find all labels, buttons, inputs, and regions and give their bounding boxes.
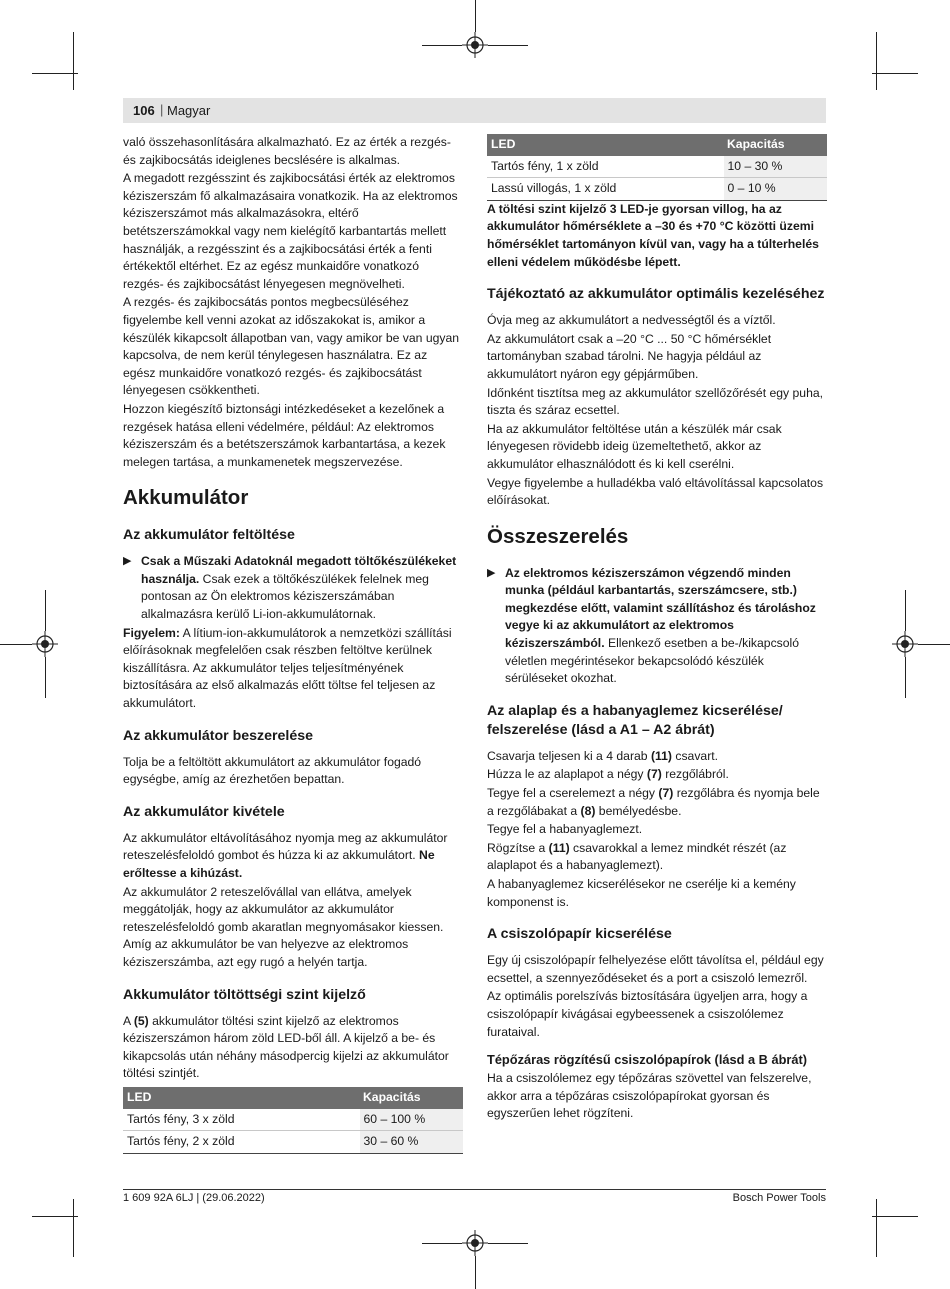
table-header [123, 1087, 463, 1109]
text: bemélyedésbe. [595, 803, 682, 818]
paragraph: A rezgés- és zajkibocsátás pontos megbecsüléséhez figyelembe kell venni azokat az időszakokat is, amikor a készülék kikapcsolt állapotban van, vagy amikor be van ugyan kapcsolva, de nem kerül ténylegesen használatra. Ez az egész munkaidőre vonatkozó rezgés- és zajkibocsátást lényegesen csökkentheti. [123, 295, 460, 398]
text: akkumulátor töltési szint kijelző az elektromos kéziszerszámon három zöld LED-ből áll. A kijelző a be- és kikapcsolás után néhány másodpercig kijelzi az akkumulátor töltési szintjét. [123, 1013, 449, 1081]
reference-number: (7) [658, 786, 674, 801]
paragraph: Tolja be a feltöltött akkumulátort az akkumulátor fogadó egységbe, amíg az érezhetően bepattan. [123, 754, 422, 787]
crop-mark [0, 644, 32, 645]
text: csavart. [671, 748, 719, 763]
bullet-text: Csak ezek a töltőkészülékek felelnek meg pontosan az Ön elektromos kéziszerszámában alkalmazásra kerülő Li-ion-akkumulátornak. [141, 571, 429, 622]
attention-text: A lítium-ion-akkumulátorok a nemzetközi szállítási előírásoknak megfelelően csak részben feltöltve kerülnek kiszállításra. Az akkumulátor teljes teljesítményének biztosítására az első alkalmazás előtt töltse fel teljesen az akkumulátort. [123, 625, 452, 711]
text: rezgőlábról. [661, 767, 729, 782]
registration-mark-icon [462, 32, 488, 58]
paragraph [123, 625, 463, 713]
crop-mark [488, 1243, 528, 1244]
subheading-velcro: Tépőzáras rögzítésű csiszolópapírok (lásd a B ábrát) [487, 1052, 808, 1068]
blink-note: A töltési szint kijelző 3 LED-je gyorsan villog, ha az akkumulátor hőmérséklete a –30 és +70 °C közötti üzemi hőmérséklet tartományon kívül van, vagy ha a túlterhelés elleni védelem működésbe lépett. [487, 201, 819, 269]
led-table-left [123, 1087, 463, 1154]
remove-warning: Ne erőltesse a kihúzást. [123, 848, 435, 880]
crop-mark [872, 73, 918, 74]
page-header [123, 98, 826, 123]
crop-mark [905, 657, 906, 698]
crop-mark [475, 0, 476, 32]
table-cell: Lassú villogás, 1 x zöld [487, 178, 723, 201]
paragraph: való összehasonlítására alkalmazható. Ez az érték a rezgés- és zajkibocsátás ideiglenes becslésére is alkalmas. [123, 135, 451, 167]
bullet-arrow-icon: ▶ [123, 555, 132, 568]
section-heading-assembly: Összeszerelés [487, 524, 629, 548]
header-separator: | [160, 102, 164, 117]
crop-mark [45, 657, 46, 698]
paragraph: Hozzon kiegészítő biztonsági intézkedéseket a kezelőnek a rezgések hatása elleni védelmére, például: Az elektromos kéziszerszám és a betétszerszámok karbantartása, a kezek melegen tartása, a munkamenetek megszervezése. [123, 401, 446, 469]
subheading-charging: Az akkumulátor feltöltése [123, 527, 295, 544]
subheading-sanding-paper: A csiszolópapír kicserélése [487, 926, 672, 943]
right-column [487, 134, 827, 1124]
reference-number: (11) [548, 840, 570, 855]
text: Tegye fel a cserelemezt a négy [487, 786, 659, 801]
subheading-remove: Az akkumulátor kivétele [123, 803, 285, 820]
left-column [123, 134, 463, 1154]
column-header-led: LED [123, 1087, 359, 1109]
subheading-baseplate: Az alaplap és a habanyaglemez kicserélése/ felszerelése (lásd a A1 – A2 ábrát) [487, 702, 783, 738]
crop-mark [422, 45, 462, 46]
crop-mark [876, 32, 877, 90]
crop-mark [905, 590, 906, 631]
footer-brand: Bosch Power Tools [732, 1192, 826, 1204]
table-cell: Tartós fény, 2 x zöld [123, 1131, 359, 1154]
table-header [487, 134, 827, 156]
page-number: 106 [133, 103, 155, 118]
paragraph: Vegye figyelembe a hulladékba való eltávolítással kapcsolatos előírásokat. [487, 475, 824, 508]
language-label: Magyar [167, 103, 211, 118]
table-cell: 60 – 100 % [359, 1109, 463, 1131]
table-cell: 0 – 10 % [723, 178, 827, 201]
table-row [123, 1109, 463, 1131]
paragraph [487, 766, 827, 784]
crop-mark [32, 73, 78, 74]
crop-mark [918, 644, 950, 645]
crop-mark [872, 1216, 918, 1217]
reference-number: (7) [646, 767, 662, 782]
registration-mark-icon [462, 1230, 488, 1256]
reference-number: (8) [580, 803, 596, 818]
column-header-capacity: Kapacitás [723, 134, 827, 156]
bullet-bold: Az elektromos kéziszerszámon végzendő minden munka (például karbantartás, szerszámcsere, stb.) megkezdése előtt, valamint szállításhoz és tároláshoz vegye ki az akkumulátort az elektromos kéziszerszámból. [505, 565, 816, 651]
bullet-item [487, 565, 827, 688]
paragraph: Az optimális porelszívás biztosítására ügyeljen arra, hogy a csiszolópapír kivágásai egybeessenek a csiszolólemez furataival. [487, 989, 808, 1039]
table-row [123, 1131, 463, 1154]
paragraph [123, 1013, 463, 1083]
reference-number: (5) [133, 1013, 149, 1028]
section-heading-akkumulator: Akkumulátor [123, 486, 249, 510]
text: Rögzítse a [487, 840, 549, 855]
paragraph: A megadott rezgésszint és zajkibocsátási érték az elektromos kéziszerszám fő alkalmazásaira vonatkozik. Ha az elektromos kéziszerszámot más alkalmazásokra, eltérő betétszerszámokkal vagy nem kielégítő karbantartás mellett használják, a rezgésszint és a zajkibocsátási érték a fenti értékektől eltérhet. Ez az egész munkaidőre vonatkozó rezgés- és zajkibocsátást lényegesen megnövelheti. [123, 171, 458, 291]
paragraph: Egy új csiszolópapír felhelyezése előtt távolítsa el, például egy ecsettel, a szennyeződéseket és a port a csiszoló lemezről. [487, 953, 824, 985]
crop-mark [422, 1243, 462, 1244]
table-cell: Tartós fény, 3 x zöld [123, 1109, 359, 1131]
bullet-bold: Csak a Műszaki Adatoknál megadott töltőkészülékeket használja. [141, 554, 457, 586]
column-header-capacity: Kapacitás [359, 1087, 463, 1109]
footer-divider [123, 1189, 826, 1190]
paragraph: Ha az akkumulátor feltöltése után a készülék már csak lényegesen rövidebb ideig üzemeltethető, akkor az akkumulátor elhasználódott és ki kell cserélni. [487, 421, 782, 471]
table-cell: Tartós fény, 1 x zöld [487, 156, 723, 178]
paragraph: A habanyaglemez kicserélésekor ne cserélje ki a kemény komponenst is. [487, 877, 796, 909]
bullet-item [123, 553, 463, 623]
paragraph: Az akkumulátort csak a –20 °C ... 50 °C hőmérséklet tartományban szabad tárolni. Ne hagyja például az akkumulátort nyáron egy gépjárműben. [487, 331, 772, 381]
subheading-handling: Tájékoztató az akkumulátor optimális kezeléséhez [487, 286, 825, 303]
paragraph: Ha a csiszolólemez egy tépőzáras szövettel van felszerelve, akkor arra a tépőzáras csiszolópapírokat gyorsan és egyszerűen lehet rögzíteni. [487, 1071, 812, 1121]
text: Csavarja teljesen ki a 4 darab [487, 748, 651, 763]
bullet-text: Ellenkező esetben a be-/kikapcsoló véletlen megérintésekor bekapcsolódó készülék sérüléseket okozhat. [505, 636, 800, 686]
reference-number: (11) [650, 748, 672, 763]
paragraph: Tegye fel a habanyaglemezt. [487, 822, 643, 837]
subheading-insert: Az akkumulátor beszerelése [123, 727, 314, 744]
paragraph [487, 748, 827, 766]
crop-mark [488, 45, 528, 46]
crop-mark [32, 1216, 78, 1217]
paragraph [487, 840, 827, 875]
crop-mark [73, 1199, 74, 1257]
text: Húzza le az alaplapot a négy [487, 767, 647, 782]
crop-mark [45, 590, 46, 631]
text: A [123, 1013, 134, 1028]
table-row [487, 156, 827, 178]
crop-mark [876, 1199, 877, 1257]
paragraph: Az akkumulátor 2 reteszelővállal van ellátva, amelyek meggátolják, hogy az akkumulátor az akkumulátor reteszelésfeloldó gomb akaratlan megnyomásakor kiessen. Amíg az akkumulátor be van helyezve az elektromos kéziszerszámba, azt egy rugó a helyén tartja. [123, 884, 444, 969]
paragraph [487, 785, 827, 820]
table-note [487, 201, 827, 271]
table-cell: 10 – 30 % [723, 156, 827, 178]
column-header-led: LED [487, 134, 723, 156]
subheading-charge-level: Akkumulátor töltöttségi szint kijelző [123, 986, 366, 1003]
paragraph: Óvja meg az akkumulátort a nedvességtől és a víztől. [487, 313, 776, 328]
registration-mark-icon [892, 631, 918, 657]
footer-doc-id: 1 609 92A 6LJ | (29.06.2022) [123, 1192, 265, 1204]
crop-mark [73, 32, 74, 90]
attention-label: Figyelem: [123, 625, 180, 640]
remove-text: Az akkumulátor eltávolításához nyomja meg az akkumulátor reteszelésfeloldó gombot és húzza ki az akkumulátort. [123, 830, 448, 863]
paragraph: Időnként tisztítsa meg az akkumulátor szellőzőrését egy puha, tiszta és száraz ecsettel. [487, 385, 824, 418]
registration-mark-icon [32, 631, 58, 657]
table-cell: 30 – 60 % [359, 1131, 463, 1154]
paragraph [123, 830, 463, 883]
bullet-arrow-icon: ▶ [487, 566, 496, 579]
led-table-right [487, 134, 827, 201]
text: rezgőlábra és nyomja bele a rezgőlábakat a [487, 786, 820, 818]
text: csavarokkal a lemez mindkét részét (az alaplapot és a habanyaglemezt). [487, 840, 787, 873]
table-row [487, 178, 827, 201]
crop-mark [475, 1256, 476, 1289]
